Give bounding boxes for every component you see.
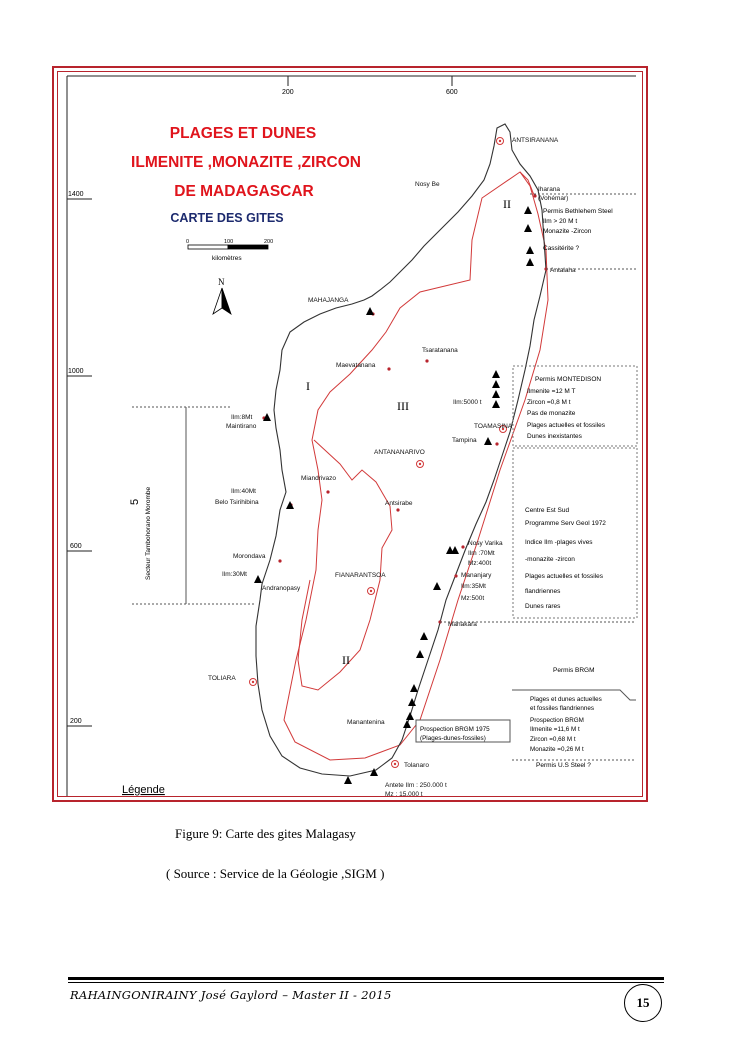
town-dot	[278, 559, 281, 562]
place-manantenina: Manantenina	[347, 719, 385, 726]
note-line: Prospection BRGM	[530, 717, 584, 724]
place-ilm8: Ilm:8Mt	[231, 414, 253, 421]
place-antete: Antete Ilm : 250.000 t	[385, 782, 447, 789]
left-tick-label: 1000	[68, 368, 84, 375]
map-title-line3: DE MADAGASCAR	[174, 183, 314, 200]
left-tick-label: 200	[70, 718, 82, 725]
place-antete-mz: Mz : 15.000 t	[385, 791, 423, 796]
us-steel-note: Permis U.S Steel ?	[536, 762, 591, 769]
flandriennes-note	[512, 690, 636, 760]
place-antalaha: Antalaha	[550, 267, 576, 274]
note-line: Ilmenite =12 M T	[527, 388, 576, 395]
deposit-triangle-icon	[410, 684, 418, 692]
place-toamasina: TOAMASINA	[474, 423, 513, 430]
place-mz500: Mz:500t	[461, 595, 485, 602]
note-line: flandriennes	[525, 588, 561, 595]
city-marker-dot	[394, 763, 396, 765]
scale-label-100: 100	[224, 239, 234, 245]
scale-bar	[186, 239, 273, 262]
prospection-1975-note	[416, 720, 510, 742]
town-dot	[326, 490, 329, 493]
place-nosy-be: Nosy Be	[415, 181, 440, 188]
deposit-triangle-icon	[451, 546, 459, 554]
place-antsiranana: ANTSIRANANA	[512, 137, 559, 144]
place-mz400: Mz:400t	[468, 560, 492, 567]
note-line: Monazite -Zircon	[543, 228, 592, 235]
city-marker-dot	[252, 681, 254, 683]
place-maintirano: Maintirano	[226, 423, 257, 430]
deposit-triangle-icon	[492, 380, 500, 388]
left-tick-label: 1400	[68, 191, 84, 198]
top-tick-label: 600	[446, 89, 458, 96]
place-mananjary: Mananjary	[461, 572, 492, 579]
deposit-triangle-icon	[484, 437, 492, 445]
map-title-line2: ILMENITE ,MONAZITE ,ZIRCON	[131, 154, 361, 171]
note-line: Programme Serv Geol 1972	[525, 520, 606, 527]
footer-rule	[68, 977, 664, 980]
place-nosy-varika: Nosy Varika	[468, 540, 503, 547]
note-line: Permis BRGM	[553, 667, 595, 674]
place-maevatanana: Maevatanana	[336, 362, 376, 369]
place-andranopasy: Andranopasy	[262, 585, 301, 592]
place-antsirabe: Antsirabe	[385, 500, 413, 507]
deposit-triangle-icon	[344, 776, 352, 784]
zone-boundary	[284, 172, 548, 760]
note-line: Pas de monazite	[527, 410, 576, 417]
place-ilm35: Ilm:35Mt	[461, 583, 486, 590]
place-ilm70: Ilm :70Mt	[468, 550, 495, 557]
figure-source: ( Source : Service de la Géologie ,SIGM )	[166, 866, 385, 881]
north-label: N	[218, 277, 225, 287]
town-dot	[454, 574, 457, 577]
deposit-triangle-icon	[286, 501, 294, 509]
deposit-triangle-icon	[366, 307, 374, 315]
sector-number: 5	[129, 498, 141, 505]
city-marker-dot	[370, 590, 372, 592]
town-dot	[396, 508, 399, 511]
note-line: Ilm > 20 M t	[543, 218, 578, 225]
note-line: Plages actuelles et fossiles	[525, 573, 604, 580]
brgm-note	[440, 622, 636, 674]
left-tick-label: 600	[70, 543, 82, 550]
deposit-triangle-icon	[524, 224, 532, 232]
deposit-triangle-icon	[403, 720, 411, 728]
city-marker-dot	[419, 463, 421, 465]
deposit-triangle-icon	[416, 650, 424, 658]
place-miandrivazo: Miandrivazo	[301, 475, 337, 482]
note-line: Plages et dunes actuelles	[530, 696, 602, 703]
centre-est-note	[513, 448, 637, 618]
town-dot	[425, 359, 428, 362]
town-dot	[387, 367, 390, 370]
note-line: Permis MONTEDISON	[535, 376, 602, 383]
place-iharana: Iharana	[538, 186, 561, 193]
place-morondava: Morondava	[233, 553, 266, 560]
place-fianarantsoa: FIANARANTSOA	[335, 572, 386, 579]
note-line: Cassitérite ?	[543, 245, 580, 252]
deposit-triangle-icon	[492, 390, 500, 398]
place-ilm40: Ilm:40Mt	[231, 488, 256, 495]
note-line: Plages actuelles et fossiles	[527, 422, 606, 429]
city-marker-dot	[499, 140, 501, 142]
map-title-line1: PLAGES ET DUNES	[169, 125, 317, 142]
note-line: Zircon =0,68 M t	[530, 736, 576, 743]
note-line: Indice Ilm -plages vives	[525, 539, 593, 546]
note-line: Centre Est Sud	[525, 507, 570, 514]
place-belo: Belo Tsirihibina	[215, 499, 259, 506]
deposit-triangle-icon	[526, 258, 534, 266]
place-tsaratanana: Tsaratanana	[422, 347, 458, 354]
deposit-triangle-icon	[420, 632, 428, 640]
note-line: Prospection BRGM 1975	[420, 726, 490, 733]
legend-label: Légende	[122, 784, 165, 796]
deposit-triangle-icon	[254, 575, 262, 583]
figure-caption: Figure 9: Carte des gites Malagasy	[175, 826, 356, 841]
deposit-triangle-icon	[492, 400, 500, 408]
geology-map	[60, 74, 638, 796]
footer-author: RAHAINGONIRAINY José Gaylord – Master II - 2015	[70, 988, 392, 1002]
map-svg	[60, 74, 638, 796]
note-line: Ilmenite =11,6 M t	[530, 726, 580, 733]
town-dot	[461, 545, 464, 548]
north-arrow-icon	[213, 277, 231, 314]
zone-label-III: III	[397, 399, 409, 413]
deposit-triangle-icon	[526, 246, 534, 254]
place-tolanaro: Tolanaro	[404, 762, 429, 769]
place-ilm5000: Ilm:5000 t	[453, 399, 482, 406]
deposit-triangle-icon	[406, 712, 414, 720]
place-mahajanga: MAHAJANGA	[308, 297, 349, 304]
place-tampina: Tampina	[452, 437, 477, 444]
zone-label-II-south: II	[342, 653, 350, 667]
scale-label-200: 200	[264, 239, 274, 245]
zone-label-I: I	[306, 379, 310, 393]
zone-label-II-north: II	[503, 197, 511, 211]
town-dot	[495, 442, 498, 445]
note-line: Permis Bethlehem Steel	[543, 208, 613, 215]
page-number: 15	[624, 984, 662, 1022]
note-line: Dunes rares	[525, 603, 561, 610]
scale-unit: kilomètres	[212, 255, 242, 262]
place-vohemar: (Vohémar)	[538, 195, 569, 202]
town-dot	[533, 194, 536, 197]
deposit-triangle-icon	[433, 582, 441, 590]
deposit-triangle-icon	[492, 370, 500, 378]
place-toliara: TOLIARA	[208, 675, 236, 682]
sector-label: Secteur Tambohorano Morombe	[145, 486, 152, 580]
map-subtitle: CARTE DES GITES	[170, 211, 284, 225]
note-line: Zircon =0,8 M t	[527, 399, 571, 406]
note-line: (Plages-dunes-fossiles)	[420, 735, 486, 742]
note-line: -monazite -zircon	[525, 556, 575, 563]
note-line: Monazite =0,26 M t	[530, 746, 584, 753]
footer-rule-thin	[68, 982, 664, 983]
place-ilm30: Ilm:30Mt	[222, 571, 247, 578]
place-manakara: Manakara	[448, 621, 477, 628]
scale-label-0: 0	[186, 239, 190, 245]
top-tick-label: 200	[282, 89, 294, 96]
note-line: Dunes inexistantes	[527, 433, 582, 440]
deposit-triangle-icon	[524, 206, 532, 214]
note-line: et fossiles flandriennes	[530, 705, 595, 712]
place-antananarivo: ANTANANARIVO	[374, 449, 425, 456]
